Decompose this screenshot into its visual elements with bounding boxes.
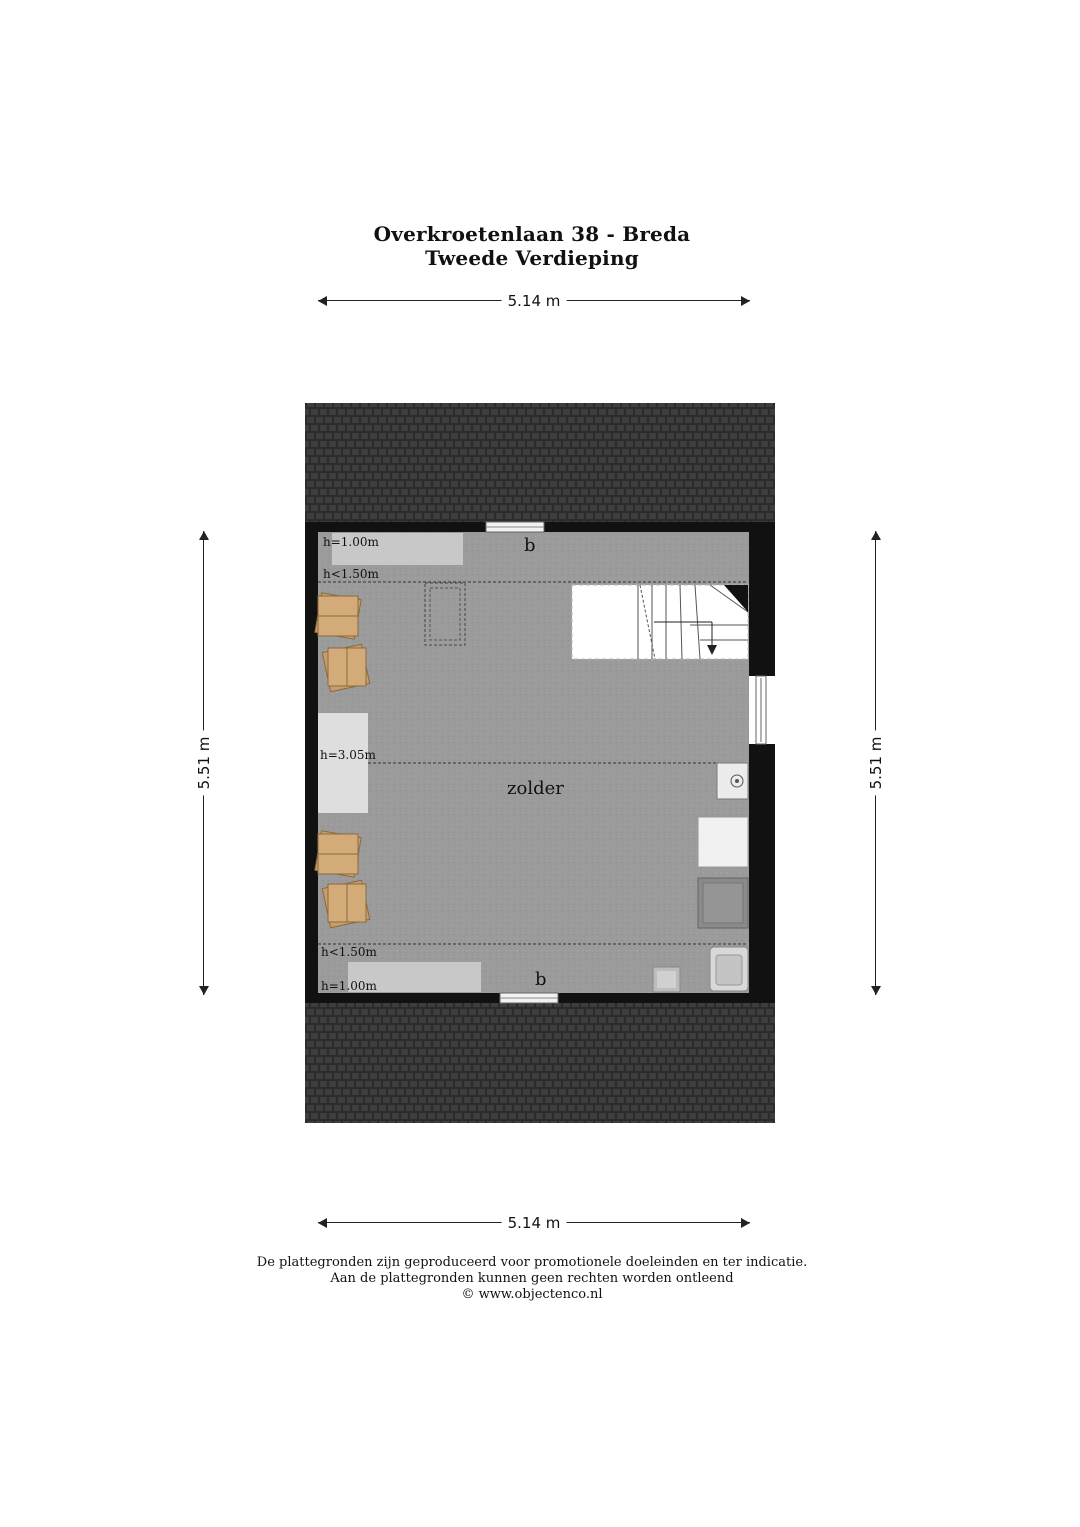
sink: [710, 947, 748, 991]
height-label-bottom-150: h<1.50m: [321, 945, 377, 959]
room-label-zolder: zolder: [507, 778, 564, 799]
disclaimer-line-2: Aan de plattegronden kunnen geen rechten worden ontleend: [330, 1271, 734, 1286]
left-dimension-label: 5.51 m: [194, 731, 214, 796]
dryer: [698, 878, 748, 928]
right-dimension: [866, 531, 886, 995]
top-dimension-label: 5.14 m: [502, 291, 567, 311]
plan-title: Overkroetenlaan 38 - Breda: [373, 222, 691, 246]
height-label-top-150: h<1.50m: [323, 567, 379, 581]
height-label-bottom-1m: h=1.00m: [321, 979, 377, 993]
floor-title: Tweede Verdieping: [425, 246, 639, 270]
height-label-mid: h=3.05m: [320, 748, 376, 762]
copyright-line: © www.objectenco.nl: [461, 1287, 603, 1302]
window-label-top: b: [524, 535, 536, 556]
wall-right-upper: [748, 522, 775, 676]
wall-right-lower: [748, 744, 775, 1003]
storage-cabinet: [318, 713, 368, 813]
box-stack-3: [315, 831, 361, 877]
left-dimension: [194, 531, 214, 995]
bottom-dimension-label: 5.14 m: [502, 1213, 567, 1233]
box-stack-1: [315, 593, 361, 639]
floor-drain: [653, 967, 680, 992]
bottom-dimension: [318, 1213, 750, 1233]
disclaimer-line-1: De plattegronden zijn geproduceerd voor promotionele doeleinden en ter indicatie.: [256, 1255, 808, 1270]
boiler: [717, 763, 748, 799]
window-label-bottom: b: [535, 969, 547, 990]
staircase: [572, 585, 748, 659]
right-dimension-label: 5.51 m: [866, 731, 886, 796]
height-label-top-1m: h=1.00m: [323, 535, 379, 549]
roof-bottom: [305, 1002, 775, 1123]
roof-top: [305, 403, 775, 523]
box-stack-2: [322, 644, 369, 691]
wall-left: [305, 522, 318, 1003]
box-stack-4: [322, 880, 369, 927]
washing-machine: [698, 817, 748, 867]
